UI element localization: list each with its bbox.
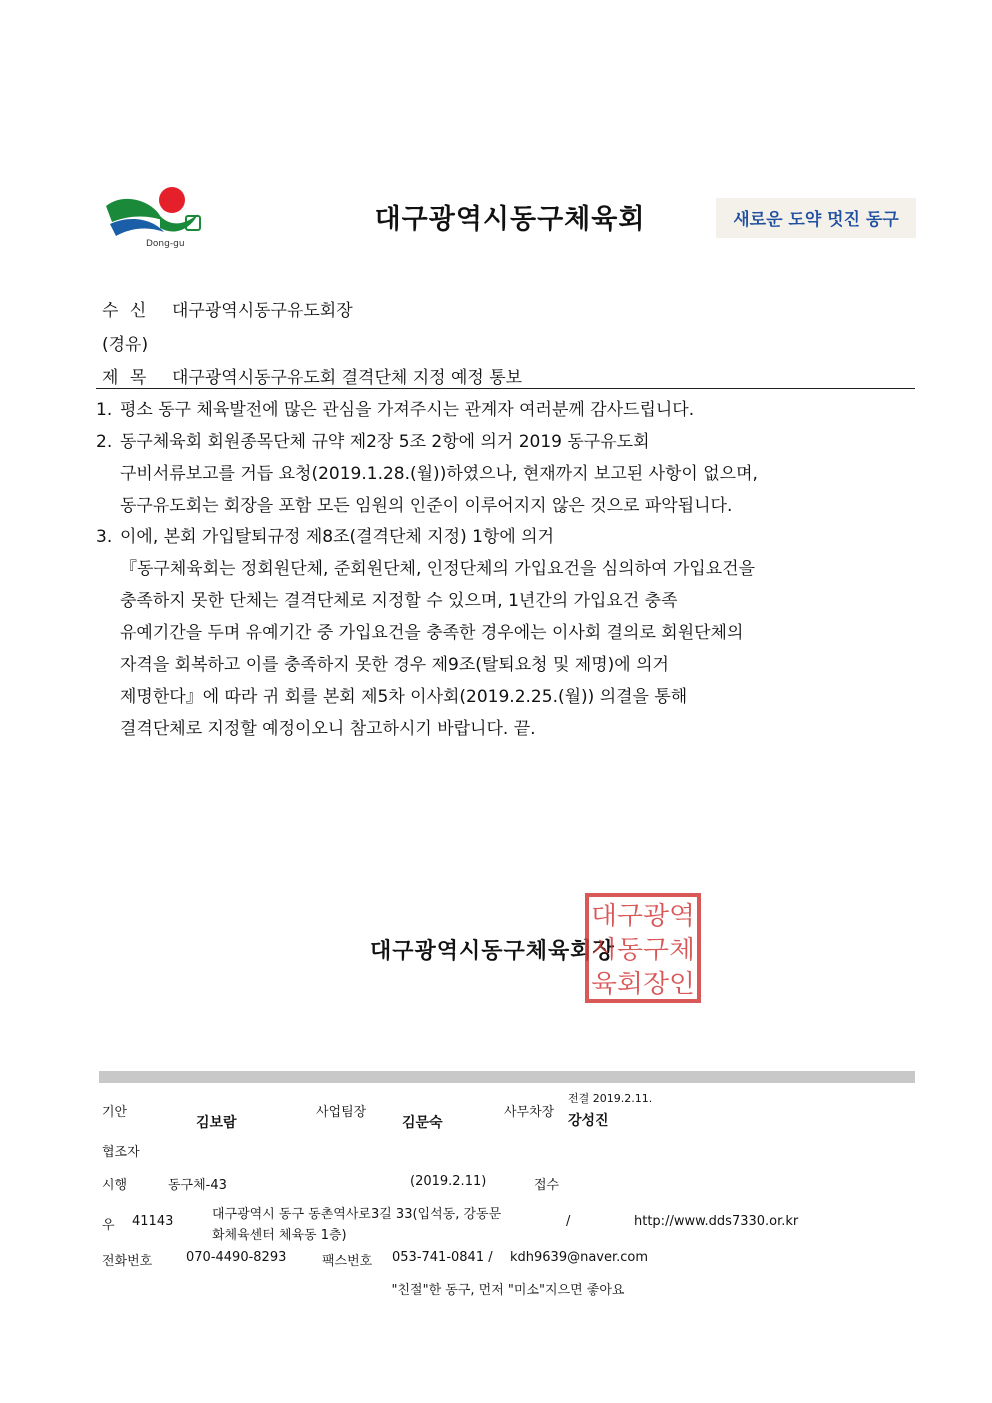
- item-text: 동구체육회 회원종목단체 규약 제2장 5조 2항에 의거 2019 동구유도회: [120, 432, 650, 452]
- item-number: 1.: [96, 400, 113, 420]
- item-text: 동구유도회는 회장을 포함 모든 임원의 인준이 이루어지지 않은 것으로 파악됩니다.: [120, 496, 733, 516]
- draft-name: 김보람: [196, 1115, 237, 1131]
- address-separator: /: [566, 1214, 571, 1229]
- item-number: 3.: [96, 527, 113, 547]
- fax-label: 팩스번호: [322, 1254, 373, 1269]
- recipient-value: 대구광역시동구유도회장: [172, 301, 353, 321]
- logo-text: Dong-gu: [146, 239, 185, 249]
- item-text: 유예기간을 두며 유예기간 중 가입요건을 충족한 경우에는 이사회 결의로 회원단체의: [120, 623, 744, 643]
- enforce-date: (2019.2.11): [410, 1174, 487, 1189]
- email-link[interactable]: kdh9639@naver.com: [510, 1250, 649, 1265]
- approval-note: 전결 2019.2.11.: [568, 1092, 653, 1105]
- manager-name: 김문숙: [402, 1115, 443, 1131]
- item-text: 구비서류보고를 거듭 요청(2019.1.28.(월))하였으나, 현재까지 보고된 사항이 없으며,: [120, 464, 758, 484]
- subject-value: 대구광역시동구유도회 결격단체 지정 예정 통보: [172, 368, 523, 388]
- subject-label: 제 목: [102, 368, 150, 388]
- deputy-name: 강성진: [568, 1113, 609, 1129]
- item-text: 이에, 본회 가입탈퇴규정 제8조(결격단체 지정) 1항에 의거: [120, 527, 555, 547]
- document-number: 동구체-43: [168, 1178, 227, 1193]
- seal-text: 시동구체: [591, 935, 695, 964]
- subject-divider: [96, 388, 915, 389]
- recipient-line: [102, 296, 353, 321]
- via-label: (경유): [102, 335, 149, 355]
- cooperator-label: 협조자: [102, 1145, 140, 1160]
- seal-text: 대구광역: [591, 901, 695, 930]
- body-item-1: [96, 394, 926, 426]
- item-text: 충족하지 못한 단체는 결격단체로 지정할 수 있으며, 1년간의 가입요건 충족: [120, 591, 678, 611]
- body-item-2: [96, 426, 926, 522]
- postal-code: 41143: [132, 1214, 174, 1229]
- via-line: [102, 330, 148, 355]
- phone-number: 070-4490-8293: [186, 1250, 287, 1265]
- receipt-label: 접수: [534, 1178, 560, 1193]
- footer-divider-bar: [99, 1071, 915, 1083]
- slogan-banner: [716, 198, 916, 238]
- fax-number: 053-741-0841 /: [392, 1250, 493, 1265]
- sender-signature: 대구광역시동구체육회장: [370, 939, 615, 964]
- motto: "친절"한 동구, 먼저 "미소"지으면 좋아요: [391, 1283, 625, 1298]
- item-text: 제명한다』에 따라 귀 회를 본회 제5차 이사회(2019.2.25.(월)) 의결을 통해: [120, 687, 688, 707]
- manager-label: 사업팀장: [316, 1105, 367, 1120]
- address-line-1: 대구광역시 동구 동촌역사로3길 33(입석동, 강동문: [212, 1207, 502, 1222]
- deputy-label: 사무차장: [504, 1105, 555, 1120]
- postal-label: 우: [102, 1218, 115, 1233]
- item-text: 『동구체육회는 정회원단체, 준회원단체, 인정단체의 가입요건을 심의하여 가입요건을: [120, 559, 755, 579]
- enforce-label: 시행: [102, 1178, 128, 1193]
- organization-title: 대구광역시동구체육회: [374, 204, 646, 235]
- item-text: 평소 동구 체육발전에 많은 관심을 가져주시는 관계자 여러분께 감사드립니다.: [120, 400, 695, 420]
- body-item-3: [96, 521, 926, 745]
- subject-line: [102, 363, 522, 388]
- slogan-text: 새로운 도약 멋진 동구: [733, 210, 899, 230]
- item-text: 결격단체로 지정할 예정이오니 참고하시기 바랍니다. 끝.: [120, 719, 536, 739]
- recipient-label: 수 신: [102, 301, 150, 321]
- draft-label: 기안: [102, 1105, 128, 1120]
- item-text: 자격을 회복하고 이를 충족하지 못한 경우 제9조(탈퇴요청 및 제명)에 의거: [120, 655, 669, 675]
- phone-label: 전화번호: [102, 1254, 153, 1269]
- item-number: 2.: [96, 432, 113, 452]
- website-link[interactable]: http://www.dds7330.or.kr: [634, 1214, 799, 1229]
- seal-text: 육회장인: [591, 969, 695, 998]
- address-line-2: 화체육센터 체육동 1층): [212, 1228, 347, 1243]
- official-seal: [584, 892, 702, 1004]
